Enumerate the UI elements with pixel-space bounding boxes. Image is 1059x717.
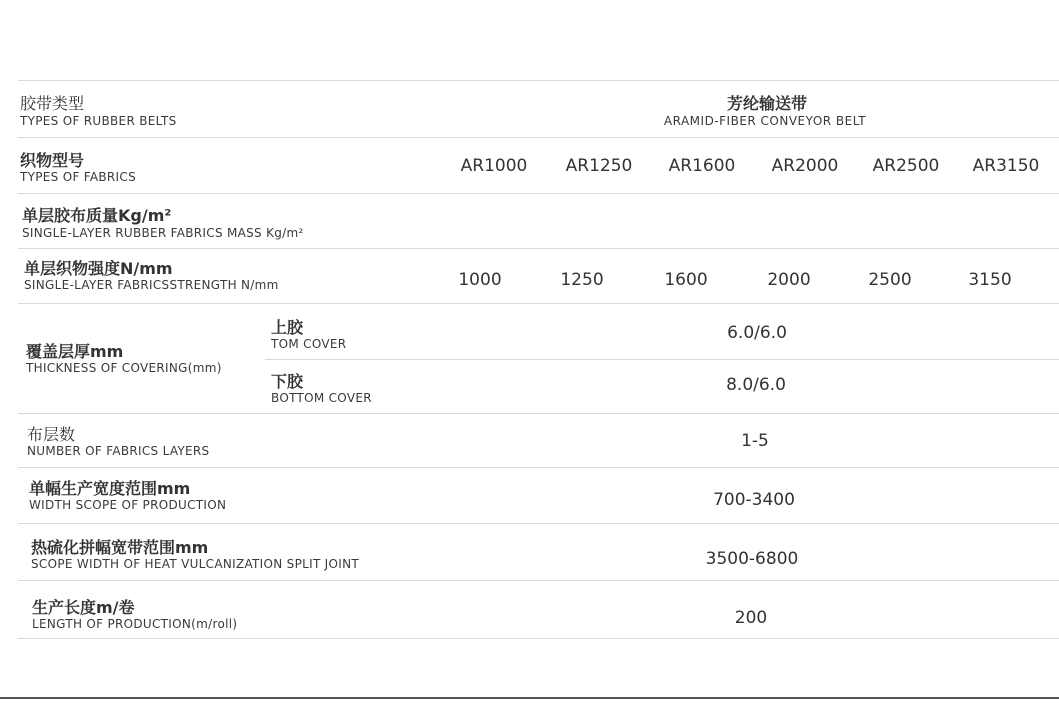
fabric-type-label-en: TYPES OF FABRICS [20,170,136,184]
length-label-cn: 生产长度m/卷 [32,598,135,617]
top-cover-value: 6.0/6.0 [727,323,787,343]
top-cover-label-en: TOM COVER [271,337,347,351]
row-divider [18,303,1059,304]
layers-label-cn: 布层数 [27,425,76,444]
row-divider [18,413,1059,414]
width-label-en: WIDTH SCOPE OF PRODUCTION [29,498,227,512]
product-name-cn: 芳纶输送带 [726,94,808,113]
vulcanization-label-cn: 热硫化拼幅宽带范围mm [31,538,209,557]
strength-label-cn: 单层织物强度N/mm [24,259,173,278]
width-value: 700-3400 [713,490,795,510]
page-bottom-edge [0,697,1059,699]
mass-label-en: SINGLE-LAYER RUBBER FABRICS MASS Kg/m² [22,226,304,240]
width-label-cn: 单幅生产宽度范围mm [29,479,191,498]
row-divider [265,359,1059,360]
strength-value-2000: 2000 [767,270,811,290]
fabric-type-label-cn: 织物型号 [20,151,85,170]
row-divider [18,137,1059,138]
bottom-cover-value: 8.0/6.0 [726,375,786,395]
length-label-en: LENGTH OF PRODUCTION(m/roll) [32,617,238,631]
fabric-model-ar2000: AR2000 [771,156,839,176]
strength-value-1000: 1000 [458,270,502,290]
vulcanization-value: 3500-6800 [705,549,799,569]
length-value: 200 [734,608,768,628]
product-name-en: ARAMID-FIBER CONVEYOR BELT [663,114,867,128]
strength-value-2500: 2500 [868,270,912,290]
bottom-cover-label-en: BOTTOM COVER [271,391,372,405]
fabric-model-ar1000: AR1000 [460,156,528,176]
row-divider [18,580,1059,581]
belt-type-label-en: TYPES OF RUBBER BELTS [20,114,177,128]
layers-label-en: NUMBER OF FABRICS LAYERS [27,444,210,458]
strength-label-en: SINGLE-LAYER FABRICSSTRENGTH N/mm [24,278,279,292]
row-divider [18,638,1059,639]
covering-label-cn: 覆盖层厚mm [26,342,124,361]
covering-label-en: THICKNESS OF COVERING(mm) [26,361,222,375]
row-divider [18,248,1059,249]
belt-type-label-cn: 胶带类型 [20,94,85,113]
fabric-model-ar3150: AR3150 [972,156,1040,176]
layers-value: 1-5 [741,431,769,451]
strength-value-1250: 1250 [560,270,604,290]
strength-value-1600: 1600 [664,270,708,290]
vulcanization-label-en: SCOPE WIDTH OF HEAT VULCANIZATION SPLIT JOINT [31,557,360,571]
bottom-cover-label-cn: 下胶 [271,372,304,391]
row-divider [18,80,1059,81]
row-divider [18,193,1059,194]
fabric-model-ar1600: AR1600 [668,156,736,176]
fabric-model-ar1250: AR1250 [565,156,633,176]
top-cover-label-cn: 上胶 [271,318,304,337]
fabric-model-ar2500: AR2500 [872,156,940,176]
strength-value-3150: 3150 [968,270,1012,290]
mass-label-cn: 单层胶布质量Kg/m² [22,206,172,225]
row-divider [18,467,1059,468]
row-divider [18,523,1059,524]
